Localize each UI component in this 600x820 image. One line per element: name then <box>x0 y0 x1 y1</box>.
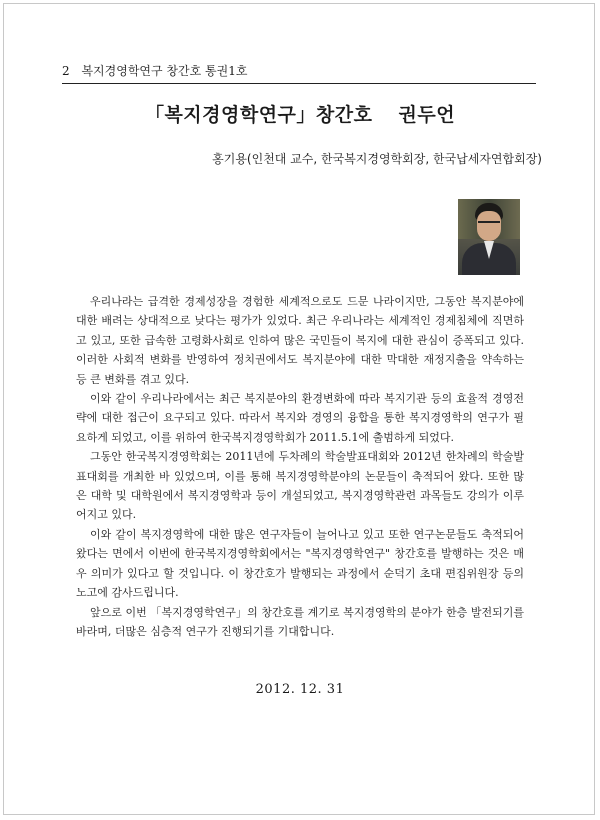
page-number: 2 <box>62 64 70 78</box>
paragraph: 이와 같이 복지경영학에 대한 많은 연구자들이 늘어나고 있고 또한 연구논문들도 축적되어 왔다는 면에서 이번에 한국복지경영학회에서는 "복지경영학연구" 창간호를 발행하는 것은 매우 의미가 있다고 할 것입니다. 이 창간호가 발행되는 과정에서 순덕기 초대 편집위원장 등의 노고에 감사드립니다. <box>76 527 524 600</box>
author-portrait <box>458 199 520 275</box>
paragraph: 그동안 한국복지경영학회는 2011년에 두차례의 학술발표대회와 2012년 한차례의 학술발표대회를 개최한 바 있었으며, 이를 통해 복지경영학분야의 논문들이 축적되어 왔다. 또한 많은 대학 및 대학원에서 복지경영학과 등이 개설되었고, 복지경영학관련 과목들도 강의가 이루어지고 있다. <box>76 450 524 522</box>
date-line: 2012. 12. 31 <box>255 682 345 697</box>
article-body <box>76 292 524 641</box>
title-main: 「복지경영학연구」창간호 <box>144 104 373 126</box>
running-header <box>62 63 536 84</box>
paragraph: 이와 같이 우리나라에서는 최근 복지분야의 환경변화에 따라 복지기관 등의 효율적 경영전략에 대한 접근이 요구되고 있다. 따라서 복지와 경영의 융합을 통한 복지경영학의 연구가 필요하게 되었고, 이를 위하여 한국복지경영학회가 2011.5.1에 출범하게 되었다. <box>76 392 524 444</box>
page-title <box>0 100 600 127</box>
paragraph: 앞으로 이번 「복지경영학연구」의 창간호를 계기로 복지경영학의 분야가 한층 발전되기를 바라며, 더많은 심층적 연구가 진행되기를 기대합니다. <box>76 605 524 638</box>
journal-name: 복지경영학연구 창간호 통권1호 <box>81 64 248 78</box>
author-line: 홍기용(인천대 교수, 한국복지경영학회장, 한국납세자연합회장) <box>212 152 542 166</box>
title-suffix: 권두언 <box>398 104 456 126</box>
paragraph: 우리나라는 급격한 경제성장을 경험한 세계적으로도 드문 나라이지만, 그동안 복지분야에 대한 배려는 상대적으로 낮다는 평가가 있었다. 최근 우리나라는 세계적인 경제침체에 직면하고 있고, 또한 급속한 고령화사회로 인하여 많은 국민들이 복지에 대한 관심이 증폭되고 있다. 이러한 사회적 변화를 반영하여 정치권에서도 복지분야에 대한 막대한 재정지출을 약속하는 등 큰 변화를 겪고 있다. <box>76 295 524 386</box>
